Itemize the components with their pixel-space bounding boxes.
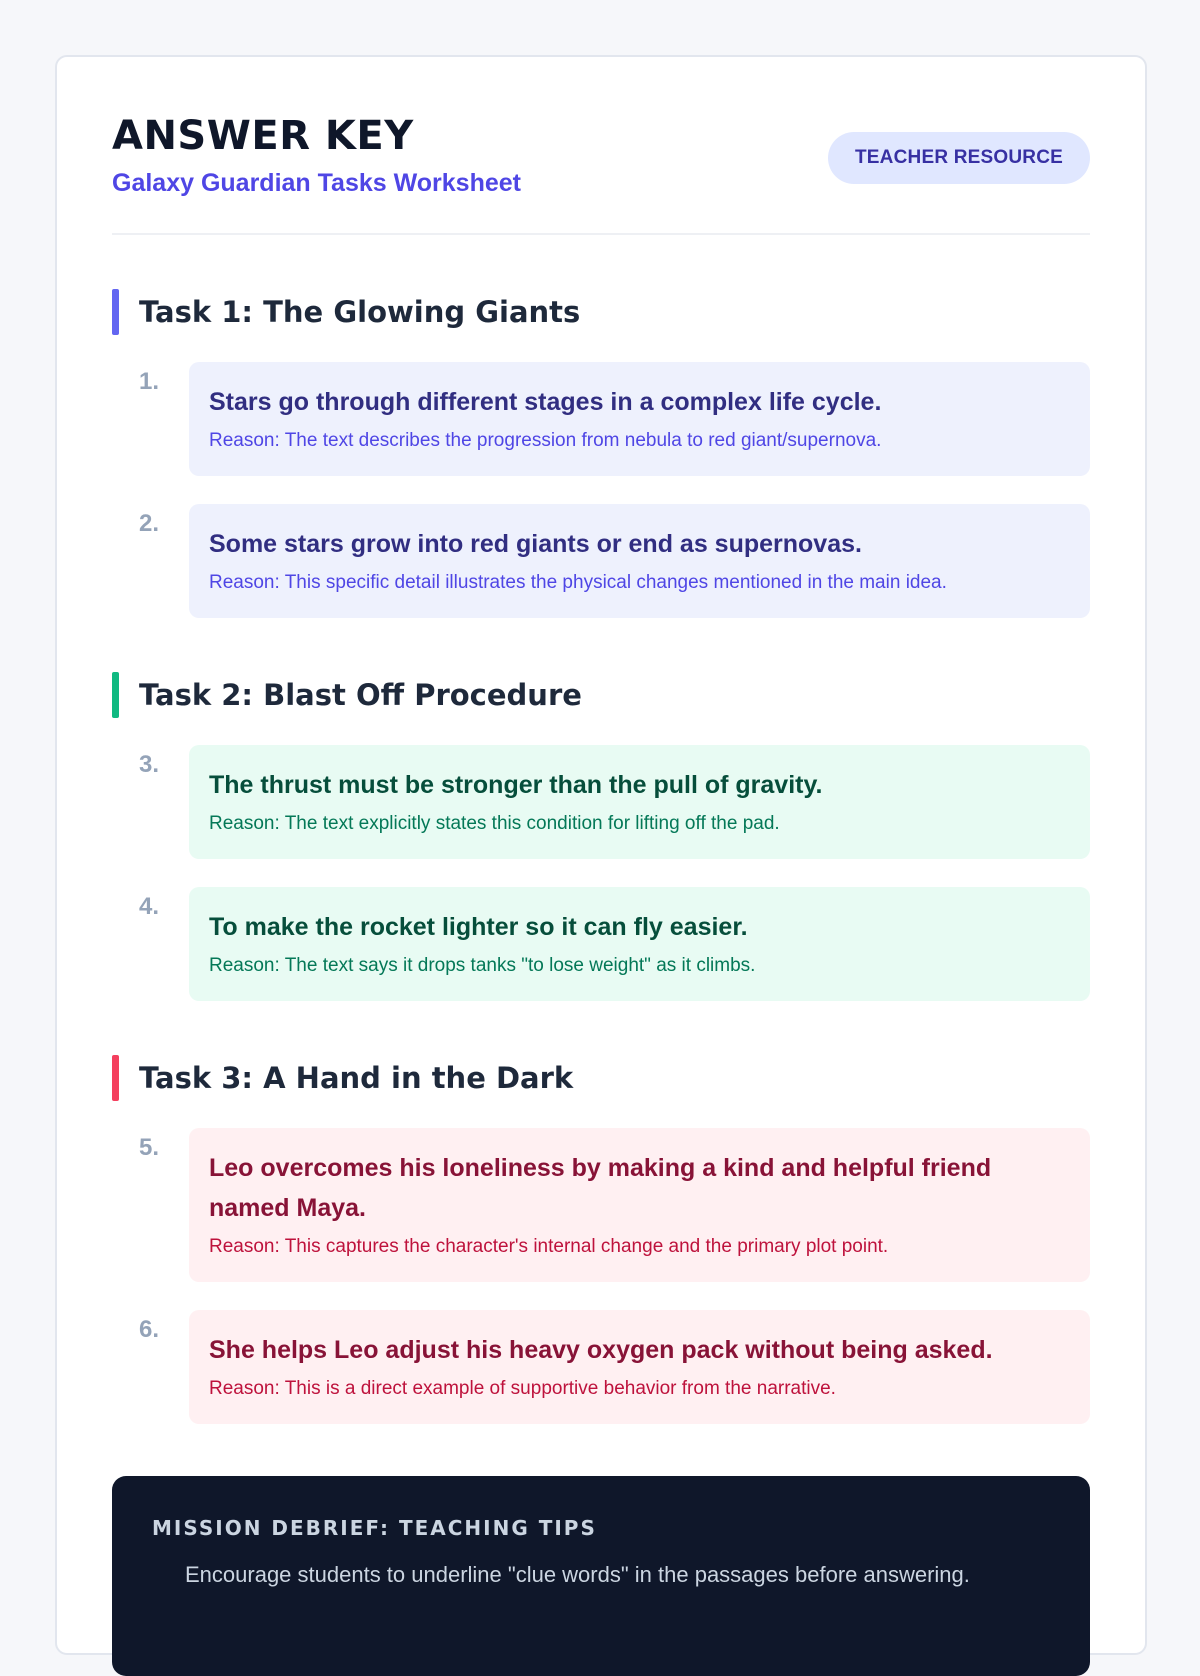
page-header bbox=[112, 57, 1090, 235]
answer-key-card bbox=[55, 55, 1147, 1655]
answer-number: 1. bbox=[139, 368, 160, 395]
answer-text: Leo overcomes his loneliness by making a kind and helpful friend named Maya. bbox=[209, 1154, 992, 1222]
page-subtitle: Galaxy Guardian Tasks Worksheet bbox=[112, 169, 521, 197]
answer-text: To make the rocket lighter so it can fly easier. bbox=[209, 913, 748, 941]
answer-text: Some stars grow into red giants or end as supernovas. bbox=[209, 530, 862, 558]
answer-reason: Reason: This captures the character's internal change and the primary plot point. bbox=[209, 1236, 889, 1257]
task-title-text: Task 3: A Hand in the Dark bbox=[139, 1061, 574, 1095]
mission-debrief-panel bbox=[112, 1476, 1090, 1676]
answer-reason: Reason: This is a direct example of supportive behavior from the narrative. bbox=[209, 1378, 836, 1399]
answer-item bbox=[112, 1310, 1090, 1424]
answer-number: 4. bbox=[139, 893, 160, 920]
answer-number: 3. bbox=[139, 751, 160, 778]
answer-text: Stars go through different stages in a complex life cycle. bbox=[209, 388, 882, 416]
teacher-resource-badge: TEACHER RESOURCE bbox=[828, 132, 1090, 184]
task-accent-bar bbox=[112, 672, 119, 718]
page-title: ANSWER KEY bbox=[112, 113, 414, 159]
task-section-1 bbox=[112, 289, 1090, 618]
answer-number: 2. bbox=[139, 510, 160, 537]
answer-list bbox=[112, 1128, 1090, 1424]
answer-reason: Reason: The text describes the progression from nebula to red giant/supernova. bbox=[209, 430, 882, 451]
task-title-text: Task 1: The Glowing Giants bbox=[139, 295, 581, 329]
answer-box bbox=[189, 362, 1090, 476]
answer-item bbox=[112, 1128, 1090, 1282]
answer-item bbox=[112, 362, 1090, 476]
task-title bbox=[112, 1055, 1090, 1101]
answer-box bbox=[189, 1128, 1090, 1282]
answer-list bbox=[112, 362, 1090, 618]
debrief-tip: Encourage students to underline "clue words" in the passages before answering. bbox=[185, 1562, 970, 1587]
answer-item bbox=[112, 887, 1090, 1001]
task-title-text: Task 2: Blast Off Procedure bbox=[139, 678, 582, 712]
answer-list bbox=[112, 745, 1090, 1001]
answer-reason: Reason: The text explicitly states this condition for lifting off the pad. bbox=[209, 813, 780, 834]
task-section-3 bbox=[112, 1055, 1090, 1424]
answer-text: The thrust must be stronger than the pull of gravity. bbox=[209, 771, 823, 799]
task-title bbox=[112, 672, 1090, 718]
debrief-title: MISSION DEBRIEF: TEACHING TIPS bbox=[152, 1516, 597, 1540]
answer-box bbox=[189, 504, 1090, 618]
answer-item bbox=[112, 504, 1090, 618]
answer-item bbox=[112, 745, 1090, 859]
answer-reason: Reason: The text says it drops tanks "to lose weight" as it climbs. bbox=[209, 955, 756, 976]
task-title bbox=[112, 289, 1090, 335]
answer-box bbox=[189, 745, 1090, 859]
answer-number: 5. bbox=[139, 1134, 160, 1161]
task-accent-bar bbox=[112, 289, 119, 335]
answer-box bbox=[189, 1310, 1090, 1424]
answer-reason: Reason: This specific detail illustrates the physical changes mentioned in the main idea. bbox=[209, 572, 947, 593]
answer-box bbox=[189, 887, 1090, 1001]
task-section-2 bbox=[112, 672, 1090, 1001]
answer-text: She helps Leo adjust his heavy oxygen pack without being asked. bbox=[209, 1336, 993, 1364]
task-accent-bar bbox=[112, 1055, 119, 1101]
answer-number: 6. bbox=[139, 1316, 160, 1343]
